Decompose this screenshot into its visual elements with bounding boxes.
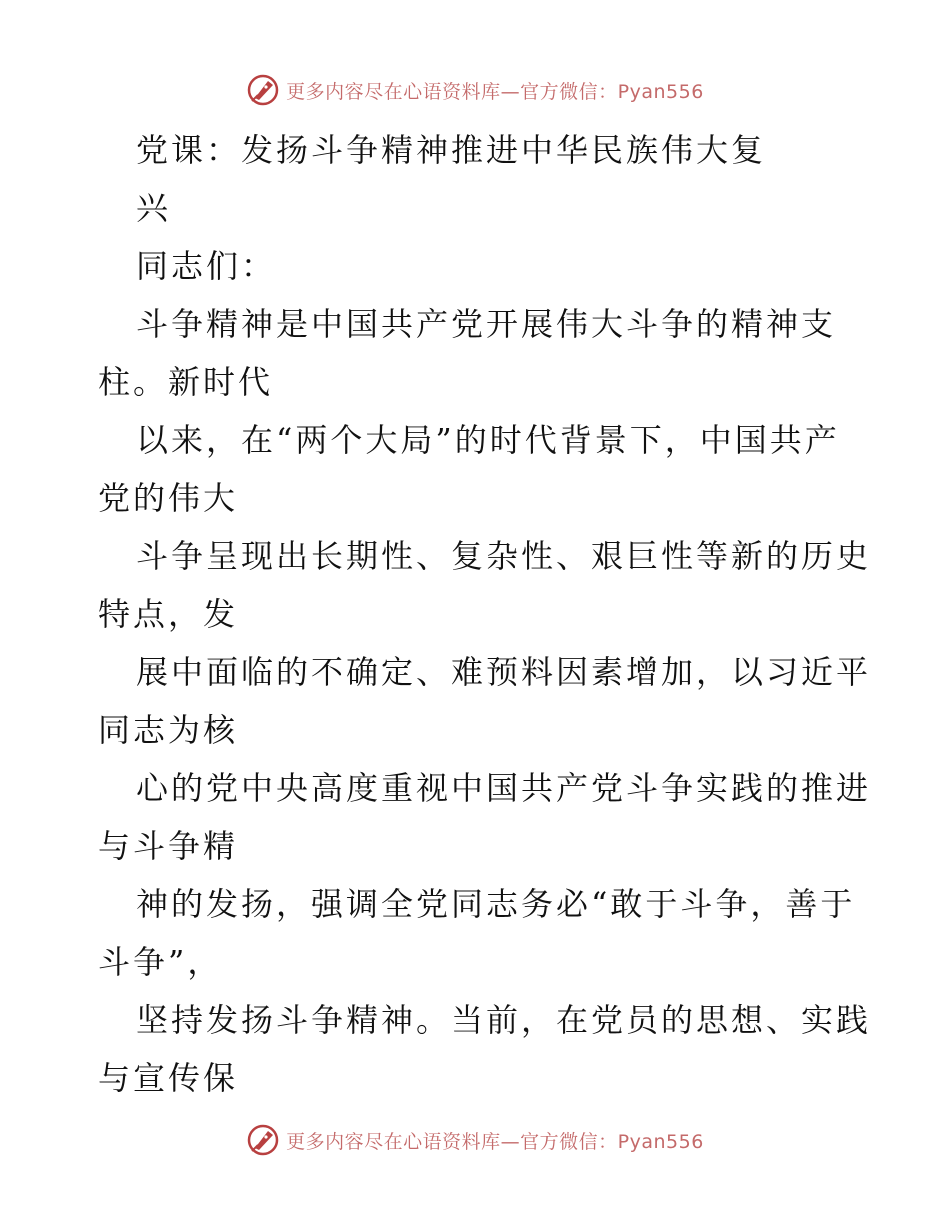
paragraph-line: 以来，在“两个大局”的时代背景下，中国共产 [136, 421, 840, 459]
footer-watermark-banner [0, 1120, 950, 1160]
watermark-text: 更多内容尽在心语资料库—官方微信：Pyan556 [286, 80, 704, 103]
paragraph-line: 与斗争精 [98, 827, 239, 865]
paragraph-line: 党的伟大 [98, 479, 239, 517]
pen-nib-circle-icon [246, 1123, 280, 1157]
paragraph-line: 展中面临的不确定、难预料因素增加，以习近平 [136, 653, 872, 691]
paragraph-line: 心的党中央高度重视中国共产党斗争实践的推进 [136, 769, 872, 807]
header-watermark-banner [0, 70, 950, 110]
paragraph-line: 柱。新时代 [98, 363, 274, 401]
pen-nib-circle-icon [246, 73, 280, 107]
watermark-text: 更多内容尽在心语资料库—官方微信：Pyan556 [286, 1130, 704, 1153]
paragraph-line: 特点，发 [98, 595, 239, 633]
paragraph-line: 神的发扬，强调全党同志务必“敢于斗争，善于 [136, 885, 856, 923]
paragraph-line: 斗争呈现出长期性、复杂性、艰巨性等新的历史 [136, 537, 872, 575]
paragraph-line: 斗争精神是中国共产党开展伟大斗争的精神支 [136, 305, 837, 343]
paragraph-line: 坚持发扬斗争精神。当前，在党员的思想、实践 [136, 1001, 872, 1039]
document-title-line-2: 兴 [136, 189, 172, 227]
paragraph-line: 斗争”， [98, 943, 223, 981]
document-title-line-1: 党课：发扬斗争精神推进中华民族伟大复 [136, 131, 767, 169]
paragraph-line: 与宣传保 [98, 1059, 239, 1097]
salutation: 同志们： [136, 247, 277, 285]
paragraph-line: 同志为核 [98, 711, 239, 749]
